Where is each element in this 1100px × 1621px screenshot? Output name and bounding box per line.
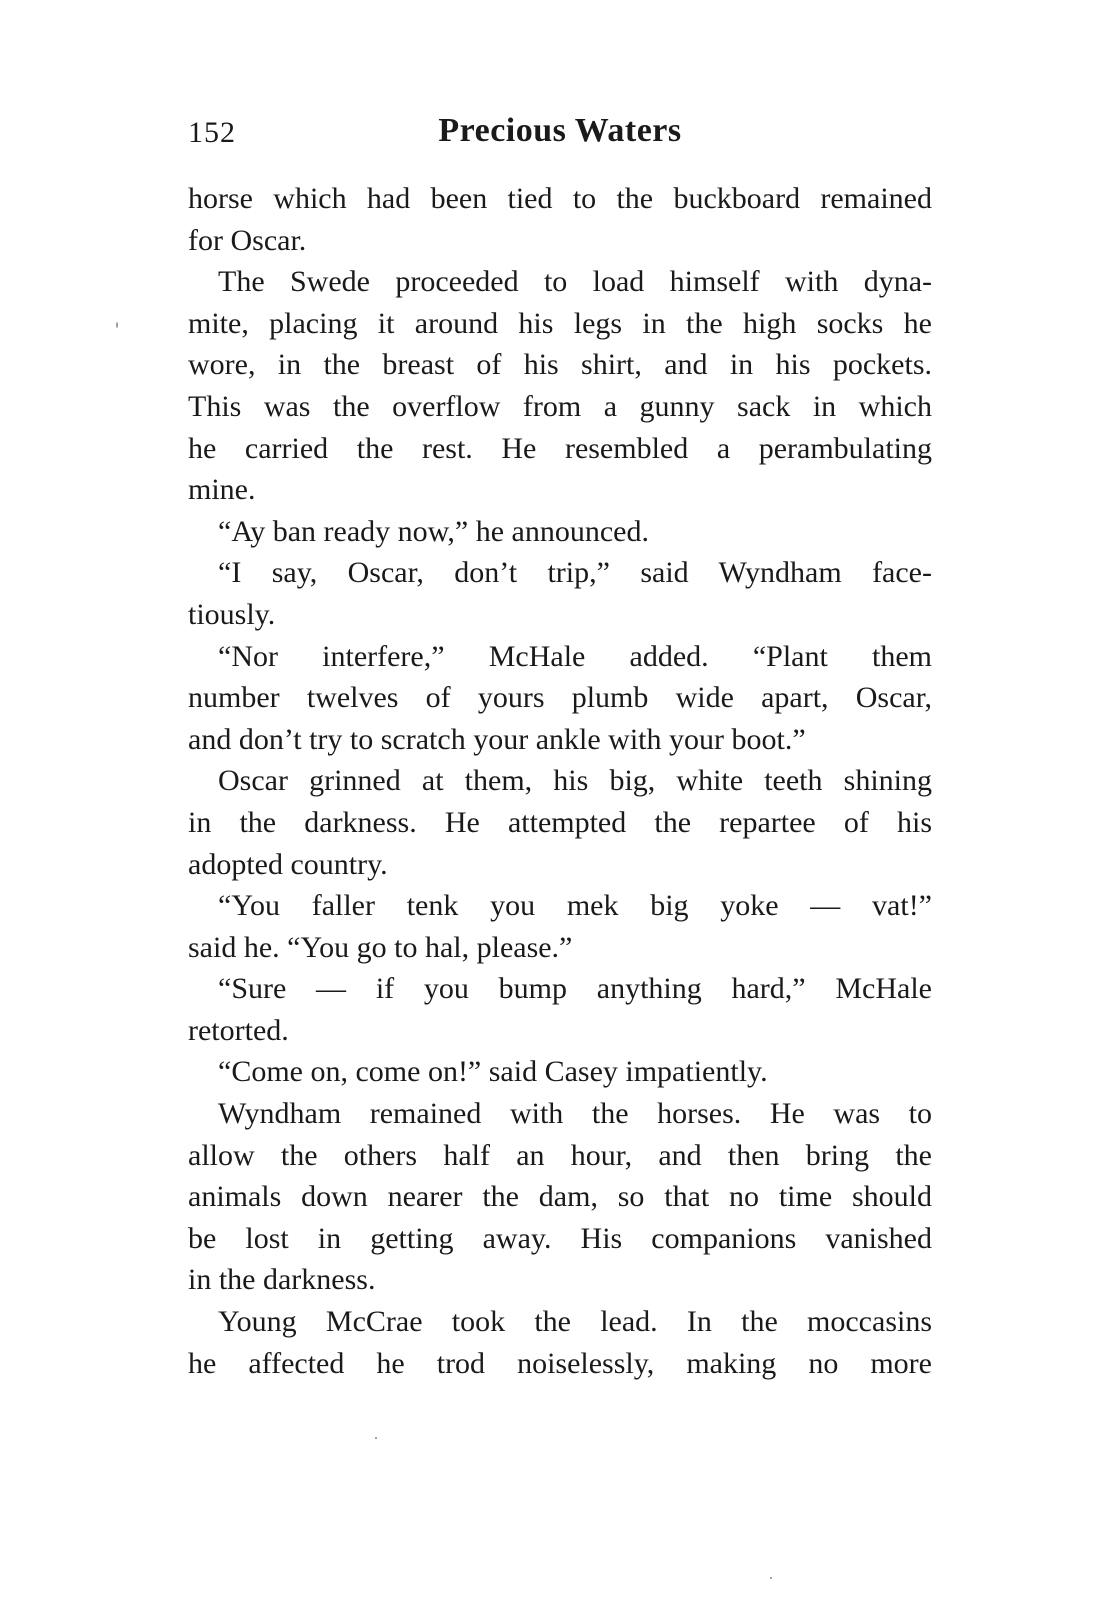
running-title: Precious Waters xyxy=(438,112,682,149)
text-line: retorted. xyxy=(188,1013,289,1047)
text-line: he carried the rest. He resembled a perambulating xyxy=(188,431,932,465)
scan-speck xyxy=(770,1577,772,1579)
text-line: Wyndham remained with the horses. He was to xyxy=(218,1097,932,1131)
text-line: “You faller tenk you mek big yoke — vat!” xyxy=(218,889,932,923)
text-line: for Oscar. xyxy=(188,223,307,257)
text-line: Oscar grinned at them, his big, white teeth shining xyxy=(218,764,932,798)
body-text xyxy=(188,178,932,1384)
text-line: mine. xyxy=(188,473,256,507)
scan-speck xyxy=(375,1437,377,1439)
scan-speck xyxy=(116,322,118,328)
text-line: The Swede proceeded to load himself with dyna- xyxy=(218,265,932,299)
text-line: “Nor interfere,” McHale added. “Plant them xyxy=(218,639,932,673)
text-line: he affected he trod noiselessly, making no more xyxy=(188,1346,932,1380)
text-line: number twelves of yours plumb wide apart, Oscar, xyxy=(188,681,932,715)
text-line: adopted country. xyxy=(188,847,388,881)
text-line: “Ay ban ready now,” he announced. xyxy=(218,514,649,548)
text-line: animals down nearer the dam, so that no time should xyxy=(188,1180,932,1214)
text-line: “Come on, come on!” said Casey impatiently. xyxy=(218,1055,768,1089)
text-line: and don’t try to scratch your ankle with your boot.” xyxy=(188,722,806,756)
page-header xyxy=(188,112,932,162)
text-line: in the darkness. He attempted the repartee of his xyxy=(188,805,932,839)
text-line: “Sure — if you bump anything hard,” McHale xyxy=(218,972,932,1006)
text-line: in the darkness. xyxy=(188,1263,376,1297)
page-number: 152 xyxy=(188,116,236,149)
text-line: allow the others half an hour, and then bring the xyxy=(188,1138,932,1172)
text-line: mite, placing it around his legs in the high socks he xyxy=(188,306,932,340)
text-line: “I say, Oscar, don’t trip,” said Wyndham face- xyxy=(218,556,932,590)
text-line: tiously. xyxy=(188,597,276,631)
text-line: be lost in getting away. His companions vanished xyxy=(188,1221,932,1255)
text-line: said he. “You go to hal, please.” xyxy=(188,930,573,964)
text-line: This was the overflow from a gunny sack in which xyxy=(188,389,932,423)
text-line: Young McCrae took the lead. In the moccasins xyxy=(218,1305,932,1339)
text-line: wore, in the breast of his shirt, and in his pockets. xyxy=(188,348,932,382)
text-line: horse which had been tied to the buckboard remained xyxy=(188,182,932,215)
